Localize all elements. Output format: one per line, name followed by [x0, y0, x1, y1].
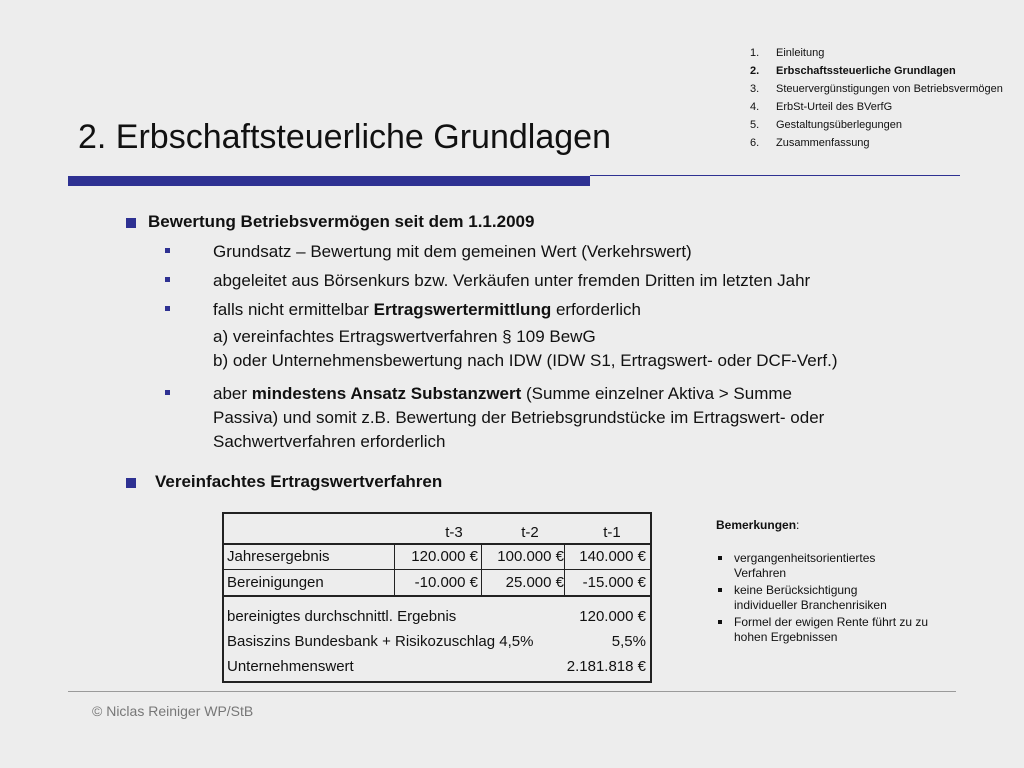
- title-underline-thin: [590, 175, 960, 176]
- table-row-label: Jahresergebnis: [227, 548, 330, 565]
- agenda-item: [750, 118, 1010, 132]
- table-cell: 140.000 €: [579, 548, 646, 565]
- agenda-label: Einleitung: [776, 47, 825, 59]
- agenda-item: [750, 82, 1010, 96]
- footer-copyright: © Niclas Reiniger WP/StB: [92, 703, 254, 719]
- table-cell: 100.000 €: [497, 548, 564, 565]
- notes-item: [716, 551, 966, 581]
- table-summary-value: 5,5%: [611, 633, 646, 650]
- notes-item: [716, 583, 966, 613]
- table-summary-label: Basiszins Bundesbank + Risikozuschlag 4,5%: [227, 633, 534, 650]
- valuation-table: [222, 512, 652, 683]
- agenda-item-active: [750, 64, 1010, 78]
- agenda-num: 6.: [750, 137, 760, 149]
- table-summary-label: Unternehmenswert: [227, 658, 354, 675]
- table-summary-value: 120.000 €: [579, 608, 646, 625]
- table-rule: [564, 544, 565, 596]
- bullet-square-icon: [126, 478, 136, 488]
- table-header-cell: t-1: [603, 524, 621, 541]
- section1-heading: Bewertung Betriebsvermögen seit dem 1.1.2009: [148, 212, 535, 231]
- bullet-dot-icon: [718, 620, 722, 624]
- section1-sub3-pre: falls nicht ermittelbar: [213, 300, 374, 319]
- section1-sub3-bold: Ertragswertermittlung: [373, 300, 552, 319]
- table-cell: 25.000 €: [505, 574, 564, 591]
- table-row-label: Bereinigungen: [227, 574, 324, 591]
- agenda-label: Erbschaftssteuerliche Grundlagen: [776, 65, 956, 77]
- agenda-item: [750, 46, 1010, 60]
- bullet-square-icon: [126, 218, 136, 228]
- section1-sub4-line2: Passiva) und somit z.B. Bewertung der Betriebsgrundstücke im Ertragswert- oder: [213, 408, 825, 427]
- table-rule: [394, 544, 395, 596]
- agenda-item: [750, 100, 1010, 114]
- section1-sub4-post: (Summe einzelner Aktiva > Summe: [521, 384, 792, 403]
- section1-sub3-post: erforderlich: [551, 300, 641, 319]
- sub-bullet-icon: [165, 306, 170, 311]
- notes-item-text: vergangenheitsorientiertes Verfahren: [734, 551, 876, 580]
- table-summary-label: bereinigtes durchschnittl. Ergebnis: [227, 608, 457, 625]
- agenda-label: Zusammenfassung: [776, 137, 870, 149]
- notes-heading: [716, 518, 966, 533]
- section1-sub2: abgeleitet aus Börsenkurs bzw. Verkäufen unter fremden Dritten im letzten Jahr: [213, 271, 811, 290]
- section1-sub4-line3: Sachwertverfahren erforderlich: [213, 432, 446, 451]
- table-cell: -15.000 €: [582, 574, 646, 591]
- agenda-num: 2.: [750, 65, 760, 77]
- section1-sub4-pre: aber: [213, 384, 252, 403]
- title-underline-thick: [68, 176, 590, 186]
- bullet-dot-icon: [718, 588, 722, 592]
- table-header-cell: t-2: [521, 524, 539, 541]
- section1-sub1: Grundsatz – Bewertung mit dem gemeinen Wert (Verkehrswert): [213, 242, 692, 261]
- agenda-num: 1.: [750, 47, 760, 59]
- agenda-label: ErbSt-Urteil des BVerfG: [776, 101, 893, 113]
- agenda-num: 3.: [750, 83, 760, 95]
- section1-sub4-bold: mindestens Ansatz Substanzwert: [251, 384, 522, 403]
- table-rule: [481, 544, 482, 596]
- sub-bullet-icon: [165, 390, 170, 395]
- section1-sub3: [213, 300, 641, 320]
- agenda-label: Gestaltungsüberlegungen: [776, 119, 902, 131]
- agenda-num: 4.: [750, 101, 760, 113]
- section1-sub4: [213, 384, 792, 404]
- agenda-item: [750, 136, 1010, 150]
- notes-item-text: Formel der ewigen Rente führt zu zu hohen Ergebnissen: [734, 615, 929, 644]
- footer-rule: [68, 691, 956, 692]
- agenda-num: 5.: [750, 119, 760, 131]
- agenda-label: Steuervergünstigungen von Betriebsvermögen: [776, 83, 1003, 95]
- page-title: 2. Erbschaftsteuerliche Grundlagen: [78, 118, 611, 156]
- table-cell: -10.000 €: [414, 574, 478, 591]
- notes-heading-suffix: :: [796, 518, 800, 532]
- agenda: [750, 46, 1010, 154]
- bullet-dot-icon: [718, 556, 722, 560]
- notes-box: [716, 518, 966, 647]
- section1-sub3-b: b) oder Unternehmensbewertung nach IDW (IDW S1, Ertragswert- oder DCF-Verf.): [213, 351, 838, 370]
- notes-heading-text: Bemerkungen: [716, 518, 797, 532]
- notes-item-text: keine Berücksichtigung individueller Branchenrisiken: [734, 583, 887, 612]
- table-summary-value: 2.181.818 €: [566, 658, 646, 675]
- section2-heading: Vereinfachtes Ertragswertverfahren: [155, 472, 443, 491]
- table-cell: 120.000 €: [411, 548, 478, 565]
- section1-sub3-a: a) vereinfachtes Ertragswertverfahren § 109 BewG: [213, 327, 596, 346]
- notes-item: [716, 615, 966, 645]
- table-header-cell: t-3: [445, 524, 463, 541]
- table-rule: [224, 595, 650, 597]
- sub-bullet-icon: [165, 277, 170, 282]
- sub-bullet-icon: [165, 248, 170, 253]
